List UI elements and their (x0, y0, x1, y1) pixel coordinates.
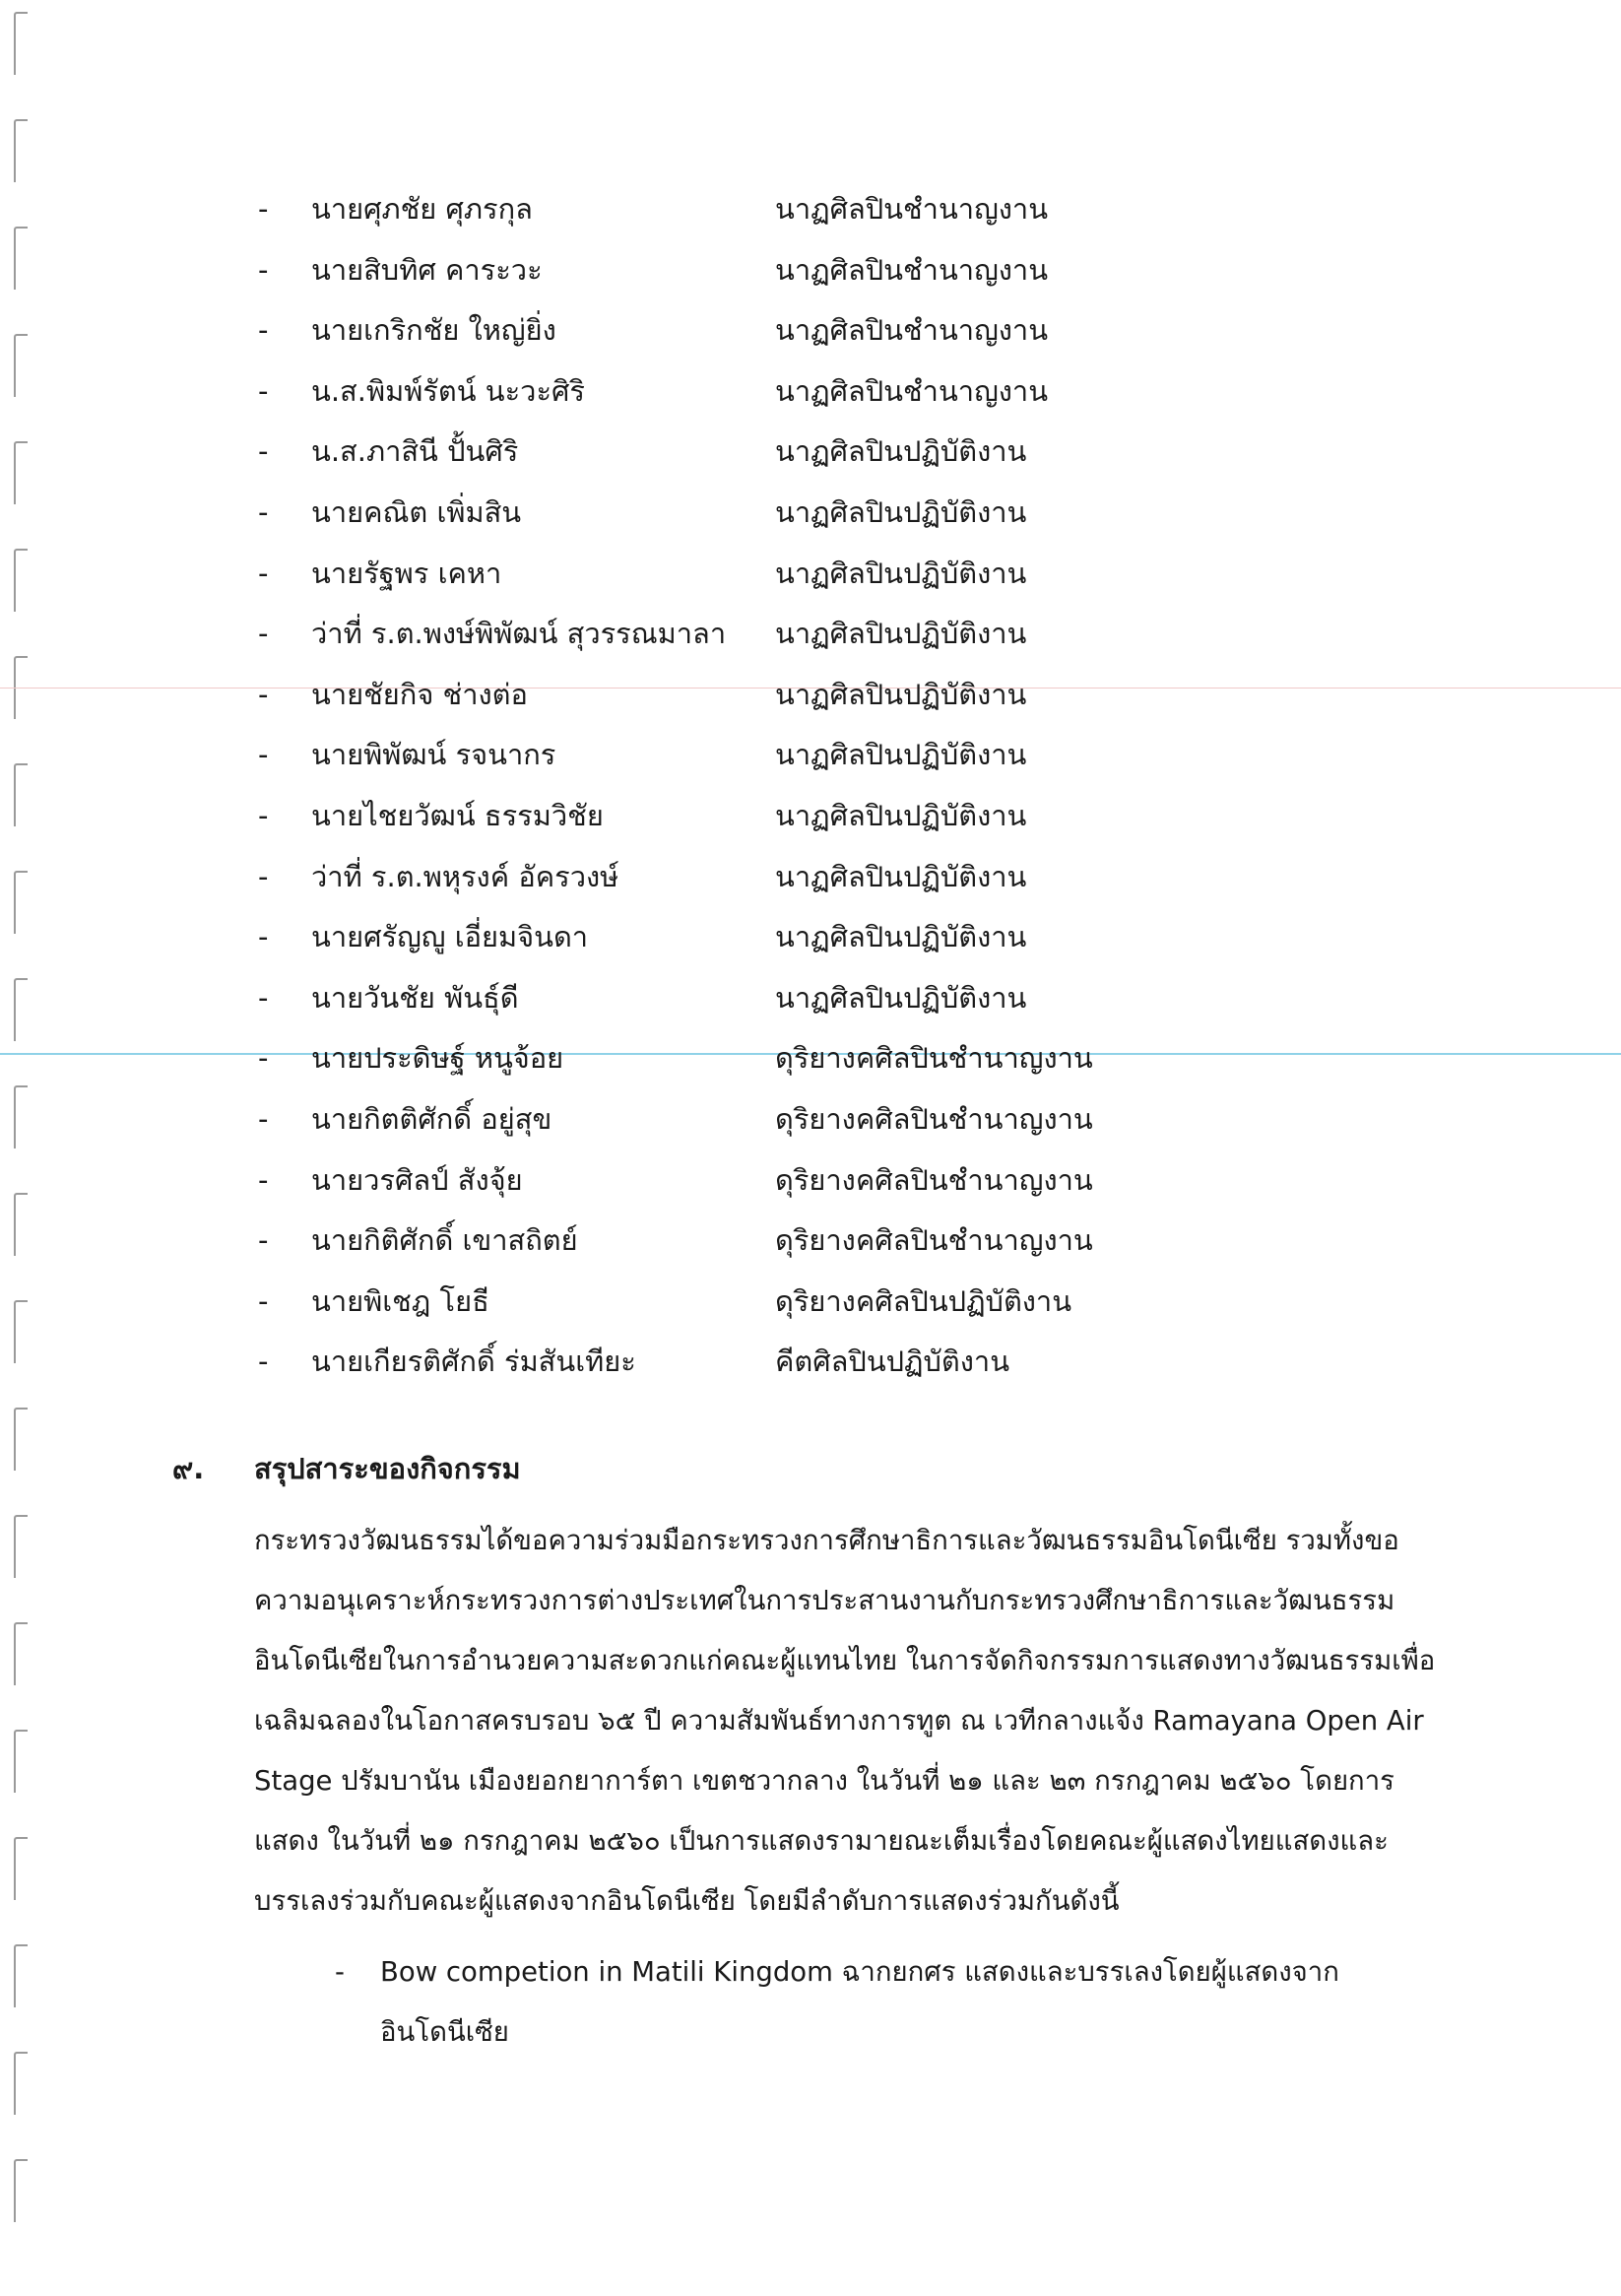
binding-hole-mark (14, 978, 28, 1041)
staff-name: ว่าที่ ร.ต.พงษ์พิพัฒน์ สุวรรณมาลา (311, 617, 727, 651)
staff-row (258, 790, 1243, 851)
binding-hole-mark (14, 763, 28, 826)
staff-name: นายเกียรติศักดิ์ ร่มสันเทียะ (311, 1345, 636, 1379)
staff-name: นายคณิต เพิ่มสิน (311, 494, 522, 529)
staff-name: นายไชยวัฒน์ ธรรมวิชัย (311, 798, 604, 832)
binding-hole-mark (14, 334, 28, 397)
staff-row (258, 487, 1243, 548)
staff-position: นาฏศิลปินปฏิบัติงาน (775, 677, 1027, 711)
staff-position: นาฏศิลปินปฏิบัติงาน (775, 556, 1027, 590)
section-body: กระทรวงวัฒนธรรมได้ขอความร่วมมือกระทรวงการศึกษาธิการและวัฒนธรรมอินโดนีเซีย รวมทั้งขอความอนุเคราะห์กระทรวงการต่างประเทศในการประสานงานกับกระทรวงศึกษาธิการและวัฒนธรรมอินโดนีเซียในการอำนวยความสะดวกแก่คณะผู้แทนไทย ในการจัดกิจกรรมการแสดงทางวัฒนธรรมเพื่อเฉลิมฉลองในโอกาสครบรอบ ๖๕ ปี ความสัมพันธ์ทางการทูต ณ เวทีกลางแจ้ง Ramayana Open Air Stage ปรัมบานัน เมืองยอกยาการ์ตา เขตชวากลาง ในวันที่ ๒๑ และ ๒๓ กรกฎาคม ๒๕๖๐ โดยการแสดง ในวันที่ ๒๑ กรกฎาคม ๒๕๖๐ เป็นการแสดงรามายณะเต็มเรื่องโดยคณะผู้แสดงไทยแสดงและบรรเลงร่วมกับคณะผู้แสดงจากอินโดนีเซีย โดยมีลำดับการแสดงร่วมกันดังนี้ (254, 1525, 1436, 1917)
list-dash: - (258, 434, 269, 469)
staff-row (258, 304, 1243, 365)
staff-row (258, 1093, 1243, 1154)
staff-name: นายชัยกิจ ช่างต่อ (311, 677, 528, 711)
staff-row (258, 972, 1243, 1033)
staff-position: นาฏศิลปินปฏิบัติงาน (775, 980, 1027, 1015)
bullet-dash: - (335, 1956, 345, 1988)
list-dash: - (258, 677, 269, 711)
staff-row (258, 426, 1243, 487)
staff-name: น.ส.พิมพ์รัตน์ นะวะศิริ (311, 373, 586, 408)
staff-position: นาฏศิลปินปฏิบัติงาน (775, 798, 1027, 832)
binding-hole-mark (14, 1515, 28, 1578)
staff-row (258, 851, 1243, 912)
staff-name: นายศุภชัย ศุภรกุล (311, 192, 533, 226)
staff-position: ดุริยางคศิลปินชำนาญงาน (775, 1223, 1093, 1258)
staff-name: นายพิเชฎ โยธี (311, 1283, 489, 1318)
staff-row (258, 1154, 1243, 1215)
binding-hole-mark (14, 2159, 28, 2222)
staff-name: นายกิติศักดิ์ เขาสถิตย์ (311, 1223, 578, 1258)
list-dash: - (258, 920, 269, 954)
staff-position: นาฏศิลปินปฏิบัติงาน (775, 494, 1027, 529)
binding-hole-mark (14, 12, 28, 75)
staff-row (258, 1032, 1243, 1093)
binding-hole-mark (14, 2052, 28, 2115)
list-dash: - (258, 980, 269, 1015)
binding-holes (14, 0, 37, 2296)
staff-name: นายประดิษฐ์ หนูจ้อย (311, 1041, 564, 1076)
staff-row (258, 729, 1243, 790)
binding-hole-mark (14, 1622, 28, 1685)
binding-hole-mark (14, 1408, 28, 1471)
staff-position: ดุริยางคศิลปินชำนาญงาน (775, 1101, 1093, 1136)
list-dash: - (258, 617, 269, 651)
staff-name: นายกิตติศักดิ์ อยู่สุข (311, 1101, 552, 1136)
list-dash: - (258, 1041, 269, 1076)
staff-row (258, 911, 1243, 972)
binding-hole-mark (14, 441, 28, 504)
list-dash: - (258, 373, 269, 408)
list-dash: - (258, 192, 269, 226)
section-title: สรุปสาระของกิจกรรม (254, 1452, 521, 1485)
staff-position: นาฏศิลปินชำนาญงาน (775, 313, 1049, 348)
staff-name: น.ส.ภาสินี ปั้นศิริ (311, 434, 519, 469)
binding-hole-mark (14, 119, 28, 182)
list-dash: - (258, 494, 269, 529)
staff-row (258, 548, 1243, 609)
binding-hole-mark (14, 871, 28, 934)
list-dash: - (258, 798, 269, 832)
list-dash: - (258, 252, 269, 287)
staff-position: ดุริยางคศิลปินชำนาญงาน (775, 1162, 1093, 1197)
staff-name: นายศรัญญู เอี่ยมจินดา (311, 920, 589, 954)
staff-position: นาฏศิลปินปฏิบัติงาน (775, 738, 1027, 772)
staff-name: นายเกริกชัย ใหญ่ยิ่ง (311, 313, 556, 348)
staff-position: ดุริยางคศิลปินชำนาญงาน (775, 1041, 1093, 1076)
binding-hole-mark (14, 1193, 28, 1256)
staff-row (258, 1214, 1243, 1276)
binding-hole-mark (14, 1730, 28, 1793)
staff-row (258, 244, 1243, 305)
binding-hole-mark (14, 1944, 28, 2007)
staff-name: นายวรศิลป์ สังจุ้ย (311, 1162, 523, 1197)
staff-position: นาฏศิลปินชำนาญงาน (775, 252, 1049, 287)
list-dash: - (258, 313, 269, 348)
staff-row (258, 1336, 1243, 1397)
staff-row (258, 365, 1243, 426)
staff-position: นาฏศิลปินปฏิบัติงาน (775, 859, 1027, 893)
staff-position: นาฏศิลปินชำนาญงาน (775, 192, 1049, 226)
list-dash: - (258, 859, 269, 893)
list-dash: - (258, 1162, 269, 1197)
staff-name: นายสิบทิศ คาระวะ (311, 252, 543, 287)
staff-row (258, 608, 1243, 669)
section-number: ๙. (172, 1452, 205, 1485)
staff-name: นายวันชัย พันธุ์ดี (311, 980, 519, 1015)
staff-position: ดุริยางคศิลปินปฏิบัติงาน (775, 1283, 1072, 1318)
staff-position: นาฏศิลปินปฏิบัติงาน (775, 434, 1027, 469)
staff-name: นายพิพัฒน์ รจนากร (311, 738, 556, 772)
list-dash: - (258, 1283, 269, 1318)
staff-row (258, 1276, 1243, 1337)
bullet-text: Bow competion in Matili Kingdom ฉากยกศร แสดงและบรรเลงโดยผู้แสดงจากอินโดนีเซีย (380, 1956, 1339, 2048)
list-dash: - (258, 738, 269, 772)
staff-list (258, 183, 1243, 1397)
staff-row (258, 183, 1243, 244)
staff-row (258, 669, 1243, 730)
binding-hole-mark (14, 1300, 28, 1363)
binding-hole-mark (14, 549, 28, 612)
list-dash: - (258, 556, 269, 590)
binding-hole-mark (14, 1837, 28, 1900)
list-dash: - (258, 1345, 269, 1379)
staff-position: นาฏศิลปินชำนาญงาน (775, 373, 1049, 408)
list-dash: - (258, 1223, 269, 1258)
staff-name: ว่าที่ ร.ต.พหุรงค์ อัครวงษ์ (311, 859, 619, 893)
staff-position: คีตศิลปินปฏิบัติงาน (775, 1345, 1010, 1379)
list-dash: - (258, 1101, 269, 1136)
staff-name: นายรัฐพร เคหา (311, 556, 502, 590)
staff-position: นาฏศิลปินปฏิบัติงาน (775, 617, 1027, 651)
binding-hole-mark (14, 1085, 28, 1148)
binding-hole-mark (14, 227, 28, 290)
staff-position: นาฏศิลปินปฏิบัติงาน (775, 920, 1027, 954)
